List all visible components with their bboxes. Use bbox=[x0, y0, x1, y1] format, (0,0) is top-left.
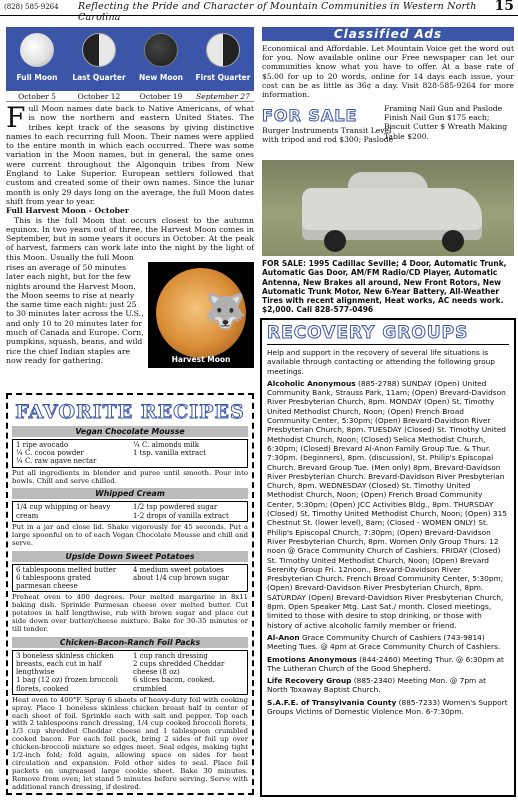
recipe-name: Vegan Chocolate Mousse bbox=[12, 426, 248, 437]
group-details: (885-7233) Women's Support Groups Victims of Domestic Violence Mon. 6-7:30pm. bbox=[267, 697, 508, 716]
recipe-ingredients bbox=[12, 564, 248, 593]
header-phone: (828) 585-9264 bbox=[4, 3, 59, 11]
group-name: Life Recovery Group bbox=[267, 676, 352, 686]
drop-cap: F bbox=[6, 101, 26, 134]
moon-dates-row bbox=[6, 91, 254, 102]
recipe-ingredients bbox=[12, 501, 248, 521]
cadillac-photo bbox=[262, 160, 514, 256]
moon-phase-label: First Quarter bbox=[195, 73, 251, 82]
recipe-name: Upside Down Sweet Potatoes bbox=[12, 551, 248, 562]
classified-intro: Economical and Affordable. Let Mountain Voice get the word out for you. Now available online our Free newspaper can let our communities know what you have to offer. At a base rate of $5.00 for up to 20 words, online for 14 days each issue, your cost can be as little as 36¢ a day. Visit 828-585-9264 for more information. bbox=[262, 44, 514, 100]
recovery-group-entry bbox=[267, 676, 509, 695]
group-details: (885-2788) SUNDAY (Open) United Community Bank, Strauss Park, 11am; (Open) Brevard-Davidson River Presbyterian Church, 8pm. MONDAY (Open) St. Timothy United Methodist Church, Noon; (Open) French Broad Community Center, 5:30pm; (Open) Brevard-Davidson River Presbyterian Church, 8pm. TUESDAY (Closed) St. Timothy United Methodist Church, Noon; (Closed) Selica Methodist Church, 6:30pm; (Closed) Brevard Al-Anon Family Group Tue. & Thur. 7:30pm. (beginners), 8pm. (discussion), St. Philip's Episcopal Church. Brevard Group Tue. (Men only) 8pm, Brevard-Davidson River Presbyterian Church. Brevard-Davidson River Presbyterian Church, 8pm. WEDNESDAY (Closed) St. Timothy United Methodist Church, Noon; (Open) French Broad Community Center, 5:30pm; (Open) JCC Activities Bldg., 8pm. THURSDAY (Closed) St. Timothy United Methodist Church, Noon; (Open) 315 Chestnut St. (lower level), 8am; (Closed - WOMEN ONLY) St. Philip's Episcopal Church, 7:30pm; (Open) Brevard-Davidson River Presbyterian Church, 8pm. Women Only Group Thurs. 12 noon @ Grace Community Church of Cashiers. FRIDAY (Closed) St. Timothy United Methodist Church, Noon; (Open) Brevard Serenity Group Fri. 12noon., Brevard-Davidson River Presbyterian Church. French Broad Community Center, 5:30pm; (Open) Brevard-Davidson River Presbyterian Church, 8pm. SATURDAY (Open) Brevard-Davidson River Presbyterian Church, 8pm. Open Speaker Mtg. Last Sat./ month. Closed meetings, limited to those with desire to stop drinking, or those with history of active alcoholic family member or friend. bbox=[267, 378, 508, 630]
last-quarter-moon-icon bbox=[82, 33, 116, 67]
recovery-group-entry bbox=[267, 633, 509, 652]
photo-caption: Harvest Moon bbox=[171, 355, 231, 364]
moon-phase-new bbox=[130, 27, 192, 91]
recipe-instructions: Preheat oven to 400 degrees. Pour melted margarine in 8x11 baking dish. Sprinkle Parmesan cheese over melted butter. Cut potatoes in half lengthwise, rub with brown sugar and place cut side down over butter/cheese mixture. Bake for 30-35 minutes or till tender. bbox=[12, 593, 248, 633]
recovery-group-entry bbox=[267, 379, 509, 630]
moon-phase-full bbox=[6, 27, 68, 91]
moon-date: September 27 bbox=[196, 92, 250, 101]
group-details: (885-2340) Meeting Mon. @ 7pm at North Toxaway Baptist Church. bbox=[267, 676, 487, 695]
recipe-ingredients bbox=[12, 439, 248, 468]
ingredients-left: 3 boneless skinless chicken breasts, each cut in half lengthwise 1 bag (12 oz) frozen broccoli florets, cooked bbox=[16, 651, 119, 693]
group-name: Emotions Anonymous bbox=[267, 654, 357, 664]
first-quarter-moon-icon bbox=[206, 33, 240, 67]
group-name: Al-Anon bbox=[267, 632, 300, 642]
recipe-name: Chicken-Bacon-Ranch Foil Packs bbox=[12, 637, 248, 648]
recipe-ingredients bbox=[12, 650, 248, 695]
full-moon-article bbox=[6, 101, 254, 262]
moon-phase-label: Last Quarter bbox=[72, 73, 126, 82]
ingredients-right: 1 cup ranch dressing 2 cups shredded Cheddar cheese (8 oz) 6 slices bacon, cooked, crumbled bbox=[133, 651, 225, 693]
recipe-instructions: Put all ingredients in blender and puree until smooth. Pour into bowls. Chill and serve chilled. bbox=[12, 468, 248, 485]
group-name: Alcoholic Anonymous bbox=[267, 378, 356, 388]
article-text: ull Moon names date back to Native Americans, of what is now the northern and eastern United States. The tribes kept track of the seasons by giving distinctive names to each recurring full Moon. Their names were applied to the entire month in which each occurred. There was some variation in the Moon names, but in general, the same ones were current throughout the Algonquin tribes from New England to Lake Superior. European settlers followed that custom and created some of their own names. Since the lunar month is only 29 days long on the average, the full Moon dates shift from year to year. bbox=[6, 104, 254, 206]
harvest-moon-photo bbox=[148, 262, 254, 368]
classified-ads-banner: Classified Ads bbox=[262, 27, 514, 41]
moon-phase-first-quarter bbox=[192, 27, 254, 91]
howling-wolf-icon: 🐺 bbox=[204, 292, 247, 332]
full-moon-icon bbox=[20, 33, 54, 67]
recipe-instructions: Heat oven to 400°F. Spray 6 sheets of heavy-duty foil with cooking spray. Place 1 boneless skinless chicken breast half in center of each sheet of foil. Sprinkle each with salt and pepper. Top each with 2 tablespoons ranch dressing, 1/4 cup cooked broccoli florets, 1/3 cup shredded Cheddar cheese and 1 tablespoon crumbled cooked bacon. For each foil pack, bring 2 sides of foil up over chicken-broccoli mixture so edges meet. Seal edges, making tight 1/2-inch fold; fold again, allowing space on sides for heat circulation and expansion. Fold other sides to seal. Place foil packets on ungreased large cookie sheet. Bake 30 minutes. Remove from oven; let stand 5 minutes before serving. Serve with additional ranch dressing, if desired. bbox=[12, 695, 248, 791]
for-sale-heading: FOR SALE bbox=[262, 106, 358, 125]
moon-date: October 19 bbox=[139, 92, 183, 101]
car-wheel bbox=[324, 230, 346, 252]
page-header bbox=[0, 0, 518, 23]
recipe-instructions: Put in a jar and close lid. Shake vigorously for 45 seconds. Put a large spoonful on to of each Vegan Chocolate Mousse and chill and serve. bbox=[12, 522, 248, 547]
moon-phase-last-quarter bbox=[68, 27, 130, 91]
burger-instruments-ad: Burger Instruments Transit Level with tripod and rod $300; Paslode bbox=[262, 126, 394, 145]
article-paragraph bbox=[6, 101, 254, 206]
recipe-name: Whipped Cream bbox=[12, 488, 248, 499]
ingredients-left: 6 tablespoons melted butter 6 tablespoons grated parmesan cheese bbox=[16, 565, 117, 590]
recovery-title: RECOVERY GROUPS bbox=[267, 323, 509, 345]
recovery-group-entry bbox=[267, 655, 509, 674]
ingredients-left: 1/4 cup whipping or heavy cream bbox=[16, 503, 111, 520]
article-wrap-text: rises an average of 50 minutes later each night, but for the few nights around the Harvest Moon, the Moon seems to rise at nearly the same time each night: just 25 to 30 minutes later across the U.S., and only 10 to 20 minutes later for much of Canada and Europe. Corn, pumpkins, squash, beans, and wild rice the chief Indian staples are now ready for gathering. bbox=[6, 263, 144, 365]
new-moon-icon bbox=[144, 33, 178, 67]
group-details: (844-2460) Meeting Thur. @ 6:30pm at The Lutheran Church of the Good Shepherd. bbox=[267, 654, 504, 673]
header-title: Reflecting the Pride and Character of Mountain Communities in Western North Carolina bbox=[78, 1, 477, 23]
moon-date: October 5 bbox=[18, 92, 56, 101]
article-paragraph: This is the full Moon that occurs closest to the autumn equinox. In two years out of three, the Harvest Moon comes in September, but in some years it occurs in October. At the peak of harvest, farmers can work late into the night by the light of this Moon. Usually the full Moon bbox=[6, 215, 254, 262]
ingredients-right: ¼ C. almonds milk 1 tsp. vanilla extract bbox=[133, 441, 206, 458]
moon-phase-label: Full Moon bbox=[16, 73, 58, 82]
car-wheel bbox=[442, 230, 464, 252]
recovery-intro: Help and support in the recovery of several life situations is available through contacting or attending the following group meetings. bbox=[267, 348, 495, 376]
group-name: S.A.F.E. of Transylvania County bbox=[267, 697, 397, 707]
moon-date: October 12 bbox=[77, 92, 121, 101]
favorite-recipes-box bbox=[6, 393, 254, 795]
page-number: 15 bbox=[494, 0, 514, 14]
recovery-group-entry bbox=[267, 698, 509, 717]
moon-phases-panel bbox=[6, 27, 254, 91]
recipes-title: FAVORITE RECIPES bbox=[15, 401, 245, 423]
group-details: Grace Community Church of Cashiers (743-9814) Meeting Tues. @ 4pm at Grace Community Church of Cashiers. bbox=[267, 632, 501, 652]
ingredients-right: 4 medium sweet potatoes about 1/4 cup brown sugar bbox=[133, 565, 229, 582]
recovery-groups-box bbox=[260, 318, 516, 797]
ingredients-right: 1/2 tsp powdered sugar 1-2 drops of vanilla extract bbox=[133, 503, 229, 520]
moon-phase-label: New Moon bbox=[138, 73, 183, 82]
ingredients-left: 1 ripe avocado ¼ C. cocoa powder ¼ C. raw agave nectar bbox=[16, 441, 97, 466]
nail-gun-ad: Framing Nail Gun and Paslode Finish Nail Gun $175 each; Biscuit Cutter $ Wreath Making Table $200. bbox=[384, 104, 508, 141]
article-subhead: Full Harvest Moon - October bbox=[6, 206, 129, 216]
cadillac-ad: FOR SALE: 1995 Cadillac Seville; 4 Door, Automatic Trunk, Automatic Gas Door, AM/FM Radio/CD Player, Automatic Antenna, New Brakes all around, New Front Rotors, New Automatic Trunk Motor, New 6-Year Battery, All-Weather Tires with recent alignment, Heat works, AC needs work. $2,000. Call 828-577-0496 bbox=[262, 259, 507, 315]
